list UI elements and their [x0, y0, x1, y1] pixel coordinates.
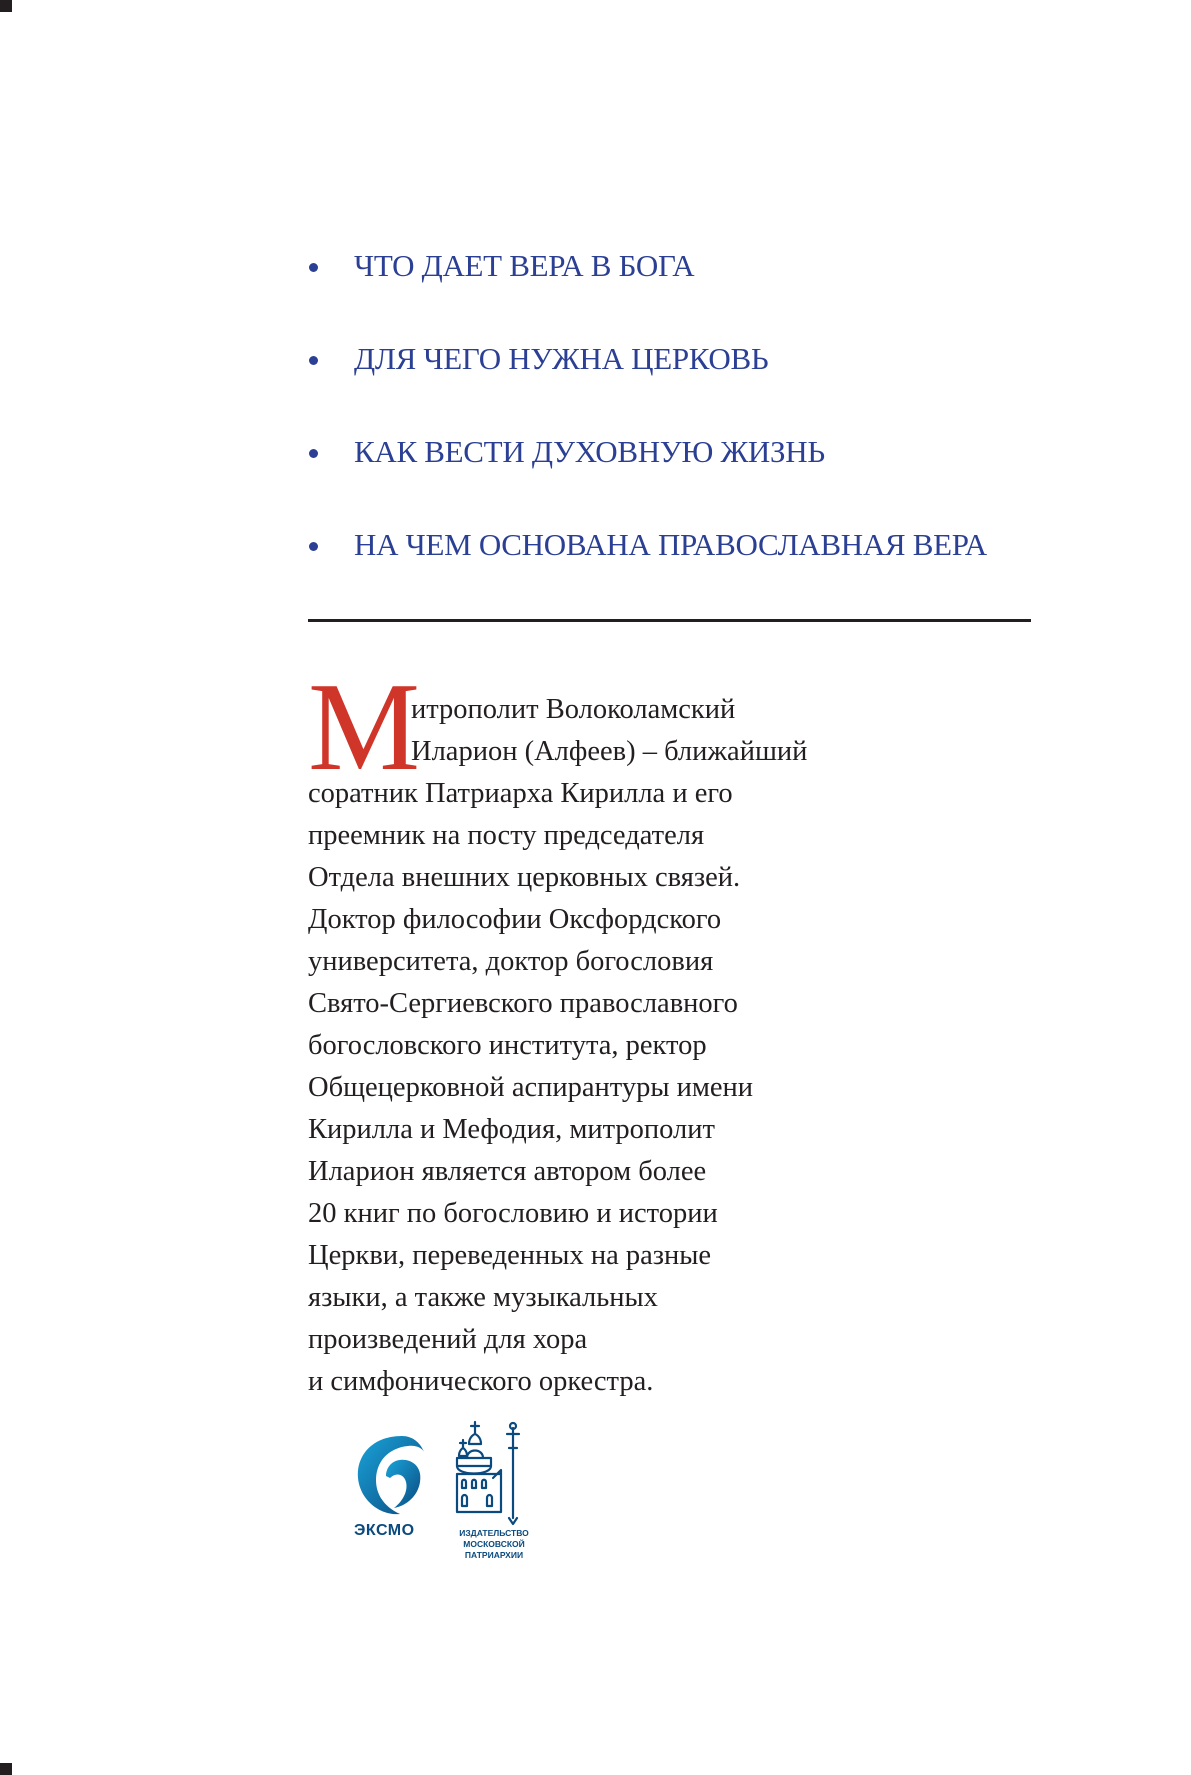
patriarchy-name: [442, 1528, 546, 1561]
bullet-icon: [309, 449, 318, 458]
topic-label: ДЛЯ ЧЕГО НУЖНА ЦЕРКОВЬ: [354, 341, 769, 376]
eksmo-name: ЭКСМО: [354, 1522, 415, 1539]
patriarchy-name-line: ИЗДАТЕЛЬСТВО: [459, 1528, 529, 1538]
bio-line: преемник на посту председателя: [308, 820, 705, 851]
cathedral-icon: [453, 1418, 533, 1526]
topic-label: НА ЧЕМ ОСНОВАНА ПРАВОСЛАВНАЯ ВЕРА: [354, 527, 987, 562]
publisher-logos: [350, 1418, 550, 1568]
bio-line: университета, доктор богословия: [308, 946, 714, 977]
drop-cap: М: [308, 658, 419, 797]
bio-line: Церкви, переведенных на разные: [308, 1240, 712, 1271]
bio-line: богословского института, ректор: [308, 1030, 707, 1061]
bio-line: итрополит Волоколамский: [411, 694, 736, 725]
bio-line: Общецерковной аспирантуры имени: [308, 1072, 754, 1103]
bullet-icon: [309, 263, 318, 272]
bio-line: Кирилла и Мефодия, митрополит: [308, 1114, 715, 1145]
crop-mark-bottom: [0, 1763, 12, 1775]
patriarchy-name-line: ПАТРИАРХИИ: [464, 1550, 524, 1560]
bio-line: языки, а также музыкальных: [308, 1282, 658, 1313]
bio-line: Иларион является автором более: [308, 1156, 707, 1187]
bullet-icon: [309, 542, 318, 551]
bio-line: Свято-Сергиевского православного: [308, 988, 738, 1019]
bio-line: 20 книг по богословию и истории: [308, 1198, 718, 1229]
bio-line: Отдела внешних церковных связей.: [308, 862, 741, 893]
patriarchy-name-line: МОСКОВСКОЙ: [463, 1539, 525, 1549]
crop-mark-top: [0, 0, 12, 12]
bullet-icon: [309, 356, 318, 365]
topic-label: КАК ВЕСТИ ДУХОВНУЮ ЖИЗНЬ: [354, 434, 825, 469]
bio-line: Иларион (Алфеев) – ближайший: [411, 736, 808, 767]
bio-line: произведений для хора: [308, 1324, 588, 1355]
divider: [308, 619, 1031, 622]
eksmo-swirl-icon: [350, 1430, 430, 1520]
bio-line: Доктор философии Оксфордского: [308, 904, 722, 935]
bio-line: и симфонического оркестра.: [308, 1366, 654, 1397]
topic-label: ЧТО ДАЕТ ВЕРА В БОГА: [354, 248, 695, 283]
bio-line: соратник Патриарха Кирилла и его: [308, 778, 733, 809]
